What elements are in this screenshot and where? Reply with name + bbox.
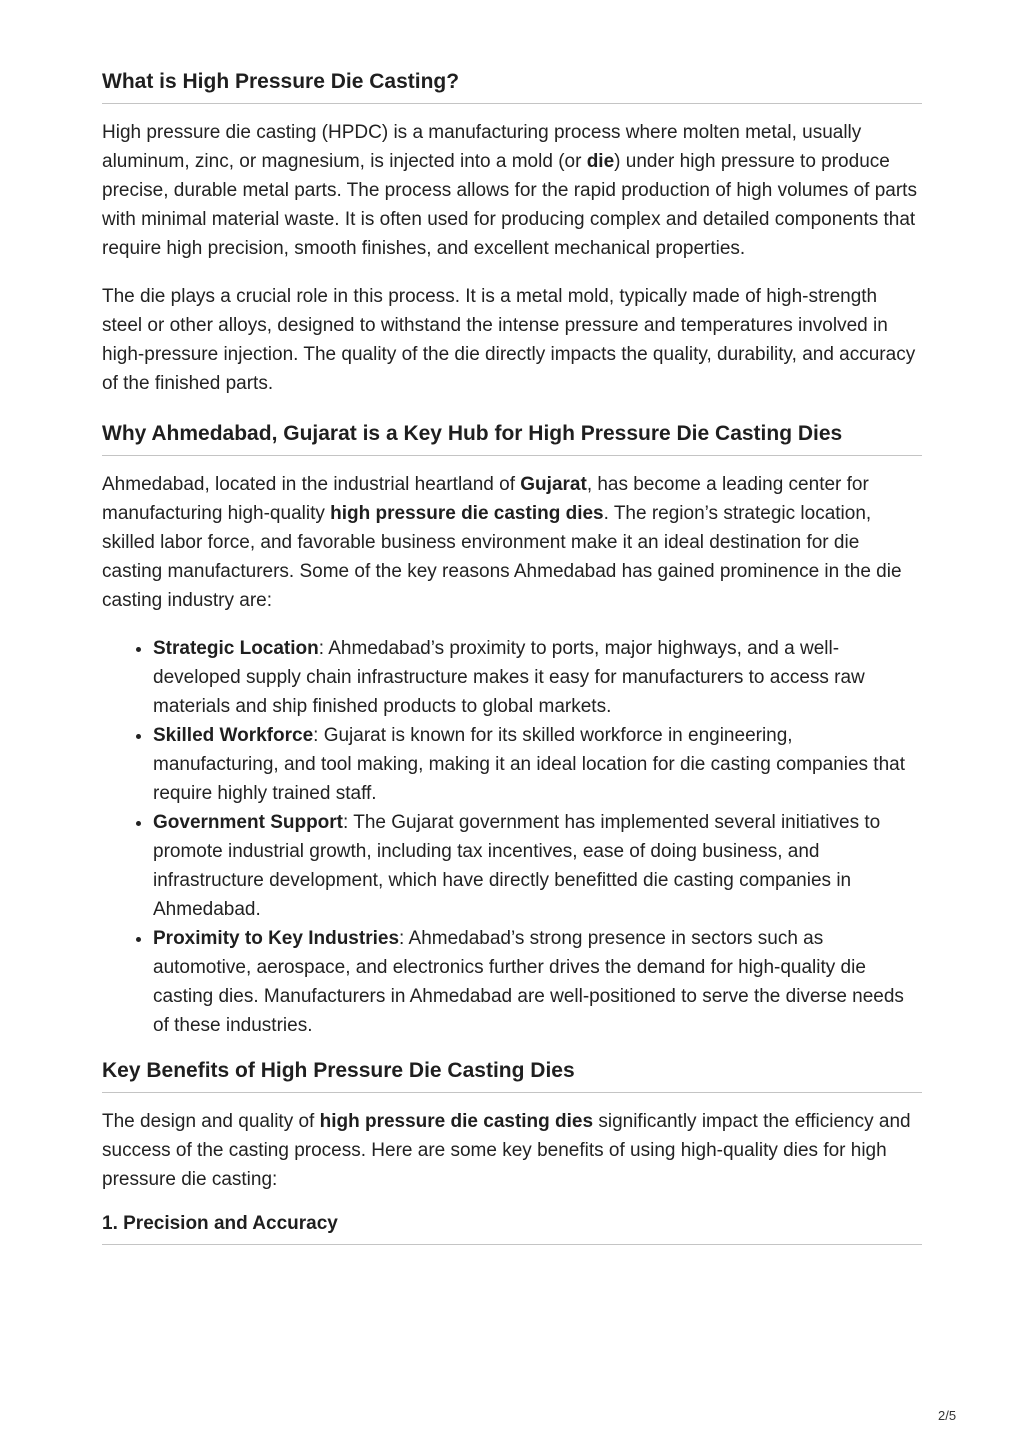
section-heading-what-is-hpdc: What is High Pressure Die Casting? xyxy=(102,70,922,104)
section-heading-key-benefits: Key Benefits of High Pressure Die Casting Dies xyxy=(102,1059,922,1093)
subheading-precision: 1. Precision and Accuracy xyxy=(102,1213,922,1245)
section-heading-ahmedabad: Why Ahmedabad, Gujarat is a Key Hub for High Pressure Die Casting Dies xyxy=(102,422,922,456)
document-page xyxy=(102,70,922,1245)
paragraph-die-role: The die plays a crucial role in this process. It is a metal mold, typically made of high-strength steel or other alloys, designed to withstand the intense pressure and temperatures involved in high-pressure injection. The quality of the die directly impacts the quality, durability, and accuracy of the finished parts. xyxy=(102,286,916,394)
list-item: • Government Support: The Gujarat government has implemented several initiatives to promote industrial growth, including tax incentives, ease of doing business, and infrastructure development, which have directly benefitted die casting companies in Ahmedabad. xyxy=(153,808,922,924)
list-item: • Strategic Location: Ahmedabad’s proximity to ports, major highways, and a well-developed supply chain infrastructure makes it easy for manufacturers to access raw materials and ship finished products to global markets. xyxy=(153,634,922,721)
list-item: • Proximity to Key Industries: Ahmedabad’s strong presence in sectors such as automotive, aerospace, and electronics further drives the demand for high-quality die casting dies. Manufacturers in Ahmedabad are well-positioned to serve the diverse needs of these industries. xyxy=(153,924,922,1040)
paragraph-hpdc-definition: High pressure die casting (HPDC) is a manufacturing process where molten metal, usually aluminum, zinc, or magnesium, is injected into a mold (or die) under high pressure to produce precise, durable metal parts. The process allows for the rapid production of high volumes of parts with minimal material waste. It is often used for producing complex and detailed components that require high precision, smooth finishes, and excellent mechanical properties. xyxy=(102,122,917,259)
reasons-list xyxy=(102,634,922,1040)
paragraph-benefits-intro: The design and quality of high pressure die casting dies significantly impact the efficiency and success of the casting process. Here are some key benefits of using high-quality dies for high pressure die casting: xyxy=(102,1111,911,1190)
page-number: 2/5 xyxy=(938,1408,957,1423)
paragraph-ahmedabad-intro: Ahmedabad, located in the industrial heartland of Gujarat, has become a leading center for manufacturing high-quality high pressure die casting dies. The region’s strategic location, skilled labor force, and favorable business environment make it an ideal destination for die casting manufacturers. Some of the key reasons Ahmedabad has gained prominence in the die casting industry are: xyxy=(102,474,902,611)
list-item: • Skilled Workforce: Gujarat is known for its skilled workforce in engineering, manufacturing, and tool making, making it an ideal location for die casting companies that require highly trained staff. xyxy=(153,721,922,808)
